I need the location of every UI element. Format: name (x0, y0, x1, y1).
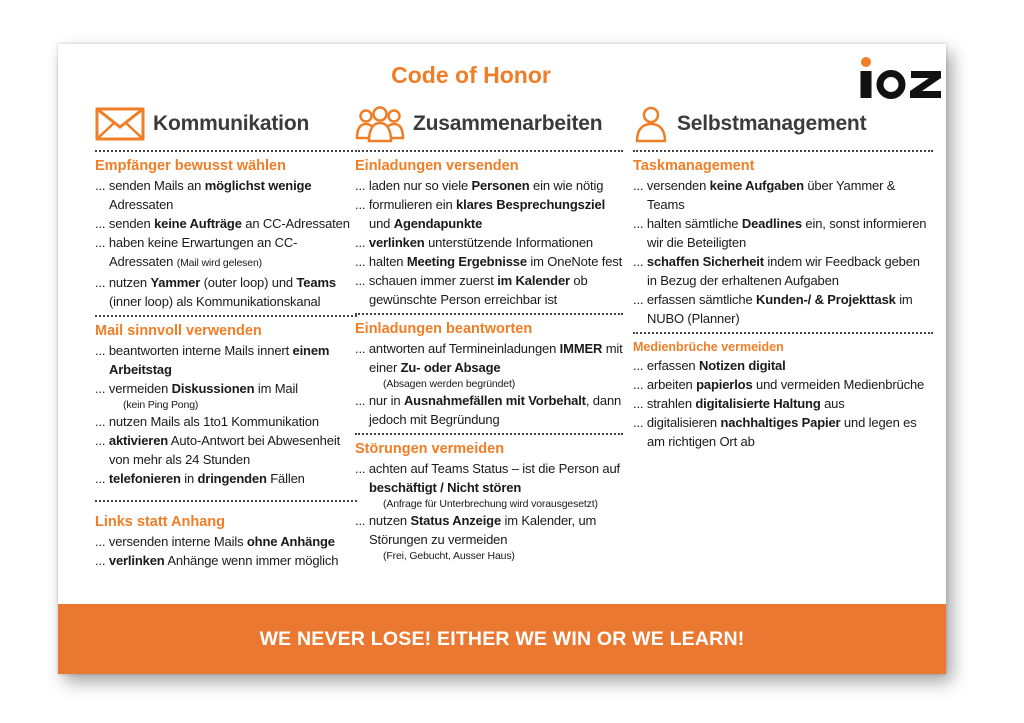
dotted-divider (95, 150, 357, 152)
emphasis-text: Personen (471, 178, 530, 193)
column-heading: Zusammenarbeiten (413, 112, 603, 135)
dotted-divider (355, 313, 623, 315)
emphasis-text: Deadlines (741, 216, 802, 231)
list-item: ... beantworten interne Mails innert einem Arbeitstag (95, 343, 330, 377)
section-list (355, 176, 623, 309)
list-item: ... haben keine Erwartungen an CC-Adressaten (Mail wird gelesen) (95, 235, 298, 269)
column-heading: Kommunikation (153, 112, 310, 135)
person-icon (633, 105, 669, 143)
column-selbstmanagement (633, 102, 933, 451)
emphasis-text: telefonieren (108, 471, 181, 486)
section-list (633, 176, 933, 328)
emphasis-text: Agendapunkte (393, 216, 483, 231)
dotted-divider (355, 150, 623, 152)
list-item: ... halten sämtliche Deadlines ein, sonst informieren wir die Beteiligten (633, 216, 927, 250)
section-title: Empfänger bewusst wählen (95, 158, 286, 174)
emphasis-text: Kunden-/ & Projekttask (756, 292, 896, 307)
emphasis-text: Diskussionen (171, 381, 255, 396)
emphasis-text: im Kalender (497, 273, 570, 288)
emphasis-text: keine Aufgaben (709, 178, 804, 193)
section-title: Medienbrüche vermeiden (633, 340, 784, 354)
emphasis-text: Zu- oder Absage (400, 360, 501, 375)
column-sections (633, 158, 933, 451)
section-list (95, 176, 357, 311)
emphasis-text: digitalisierte Haltung (695, 396, 821, 411)
section-list (355, 459, 623, 563)
emphasis-text: beschäftigt / Nicht stören (369, 480, 522, 495)
list-item: ... senden Mails an möglichst wenige Adressaten (95, 178, 312, 212)
note-text: (Absagen werden begründet) (383, 378, 516, 390)
section-list (95, 532, 357, 570)
emphasis-text: Ausnahmefällen mit Vorbehalt (403, 393, 586, 408)
note-text: (Anfrage für Unterbrechung wird vorausgesetzt) (383, 498, 598, 510)
emphasis-text: nachhaltiges Papier (720, 415, 841, 430)
section-list (95, 341, 357, 488)
list-item: ... senden keine Aufträge an CC-Adressaten (95, 216, 350, 231)
emphasis-text: klares Besprechungsziel (456, 197, 606, 212)
list-item: ... formulieren ein klares Besprechungsziel und Agendapunkte (355, 197, 606, 231)
list-item: ... nur in Ausnahmefällen mit Vorbehalt, dann jedoch mit Begründung (355, 393, 622, 427)
dotted-divider (95, 315, 357, 317)
list-item: ... achten auf Teams Status – ist die Person auf beschäftigt / Nicht stören (Anfrage für Unterbrechung wird vorausgesetzt) (355, 459, 623, 511)
page-title: Code of Honor (391, 62, 551, 88)
envelope-icon (95, 106, 145, 142)
list-item: ... nutzen Status Anzeige im Kalender, um Störungen zu vermeiden (Frei, Gebucht, Ausser Haus) (355, 511, 623, 563)
note-text: (Mail wird gelesen) (176, 257, 262, 269)
list-item: ... verlinken Anhänge wenn immer möglich (95, 553, 339, 568)
list-item: ... verlinken unterstützende Informationen (355, 235, 593, 250)
section-title: Taskmanagement (633, 158, 755, 174)
list-item: ... digitalisieren nachhaltiges Papier und legen es am richtigen Ort ab (633, 415, 917, 449)
section-title: Einladungen beantworten (355, 321, 533, 337)
column-sections (95, 158, 357, 570)
emphasis-text: verlinken (108, 553, 165, 568)
list-item: ... strahlen digitalisierte Haltung aus (633, 396, 845, 411)
column-kommunikation (95, 102, 357, 570)
column-header (633, 102, 933, 146)
section-list (633, 356, 933, 451)
section-list (355, 339, 623, 429)
dotted-divider (633, 150, 933, 152)
list-item: ... laden nur so viele Personen ein wie nötig (355, 178, 604, 193)
emphasis-text: Teams (296, 275, 336, 290)
people-group-icon (355, 105, 405, 143)
list-item: ... versenden interne Mails ohne Anhänge (95, 534, 335, 549)
emphasis-text: aktivieren (108, 433, 169, 448)
motto-text: WE NEVER LOSE! EITHER WE WIN OR WE LEARN! (259, 627, 745, 650)
list-item: ... halten Meeting Ergebnisse im OneNote fest (355, 254, 623, 269)
column-header (95, 102, 357, 146)
emphasis-text: dringenden (197, 471, 267, 486)
list-item: ... antworten auf Termineinladungen IMMER mit einer Zu- oder Absage (Absagen werden begründet) (355, 341, 623, 390)
list-item: ... schauen immer zuerst im Kalender ob gewünschte Person erreichbar ist (355, 273, 588, 307)
column-zusammenarbeiten (355, 102, 623, 563)
column-heading: Selbstmanagement (677, 112, 867, 135)
dotted-divider (95, 500, 357, 502)
list-item: ... versenden keine Aufgaben über Yammer & Teams (633, 178, 896, 212)
dotted-divider (633, 332, 933, 334)
list-item: ... arbeiten papierlos und vermeiden Medienbrüche (633, 377, 925, 392)
section-title: Einladungen versenden (355, 158, 519, 174)
list-item: ... erfassen sämtliche Kunden-/ & Projekttask im NUBO (Planner) (633, 292, 913, 326)
section-title: Mail sinnvoll verwenden (95, 323, 262, 339)
column-header (355, 102, 623, 146)
emphasis-text: Meeting Ergebnisse (406, 254, 527, 269)
list-item: ... nutzen Mails als 1to1 Kommunikation (95, 414, 319, 429)
list-item: ... aktivieren Auto-Antwort bei Abwesenheit von mehr als 24 Stunden (95, 433, 341, 467)
dotted-divider (355, 433, 623, 435)
emphasis-text: Notizen digital (698, 358, 786, 373)
list-item: ... nutzen Yammer (outer loop) und Teams (inner loop) als Kommunikationskanal (95, 275, 336, 309)
emphasis-text: schaffen Sicherheit (646, 254, 764, 269)
note-text: (kein Ping Pong) (123, 399, 199, 411)
list-item: ... vermeiden Diskussionen im Mail (kein Ping Pong) (95, 379, 357, 412)
column-sections (355, 158, 623, 563)
ioz-logo (859, 56, 943, 100)
emphasis-text: keine Aufträge (154, 216, 242, 231)
emphasis-text: ohne Anhänge (246, 534, 335, 549)
list-item: ... telefonieren in dringenden Fällen (95, 471, 305, 486)
motto-banner (58, 604, 946, 674)
emphasis-text: verlinken (368, 235, 425, 250)
section-title: Links statt Anhang (95, 514, 225, 530)
section-title: Störungen vermeiden (355, 441, 505, 457)
emphasis-text: Status Anzeige (410, 513, 502, 528)
emphasis-text: Yammer (150, 275, 201, 290)
code-of-honor-card (58, 44, 946, 674)
list-item: ... schaffen Sicherheit indem wir Feedback geben in Bezug der erhaltenen Aufgaben (633, 254, 920, 288)
note-text: (Frei, Gebucht, Ausser Haus) (383, 550, 515, 562)
emphasis-text: IMMER (559, 341, 603, 356)
emphasis-text: möglichst wenige (204, 178, 312, 193)
emphasis-text: einem Arbeitstag (109, 343, 330, 377)
emphasis-text: papierlos (696, 377, 753, 392)
list-item: ... erfassen Notizen digital (633, 358, 786, 373)
